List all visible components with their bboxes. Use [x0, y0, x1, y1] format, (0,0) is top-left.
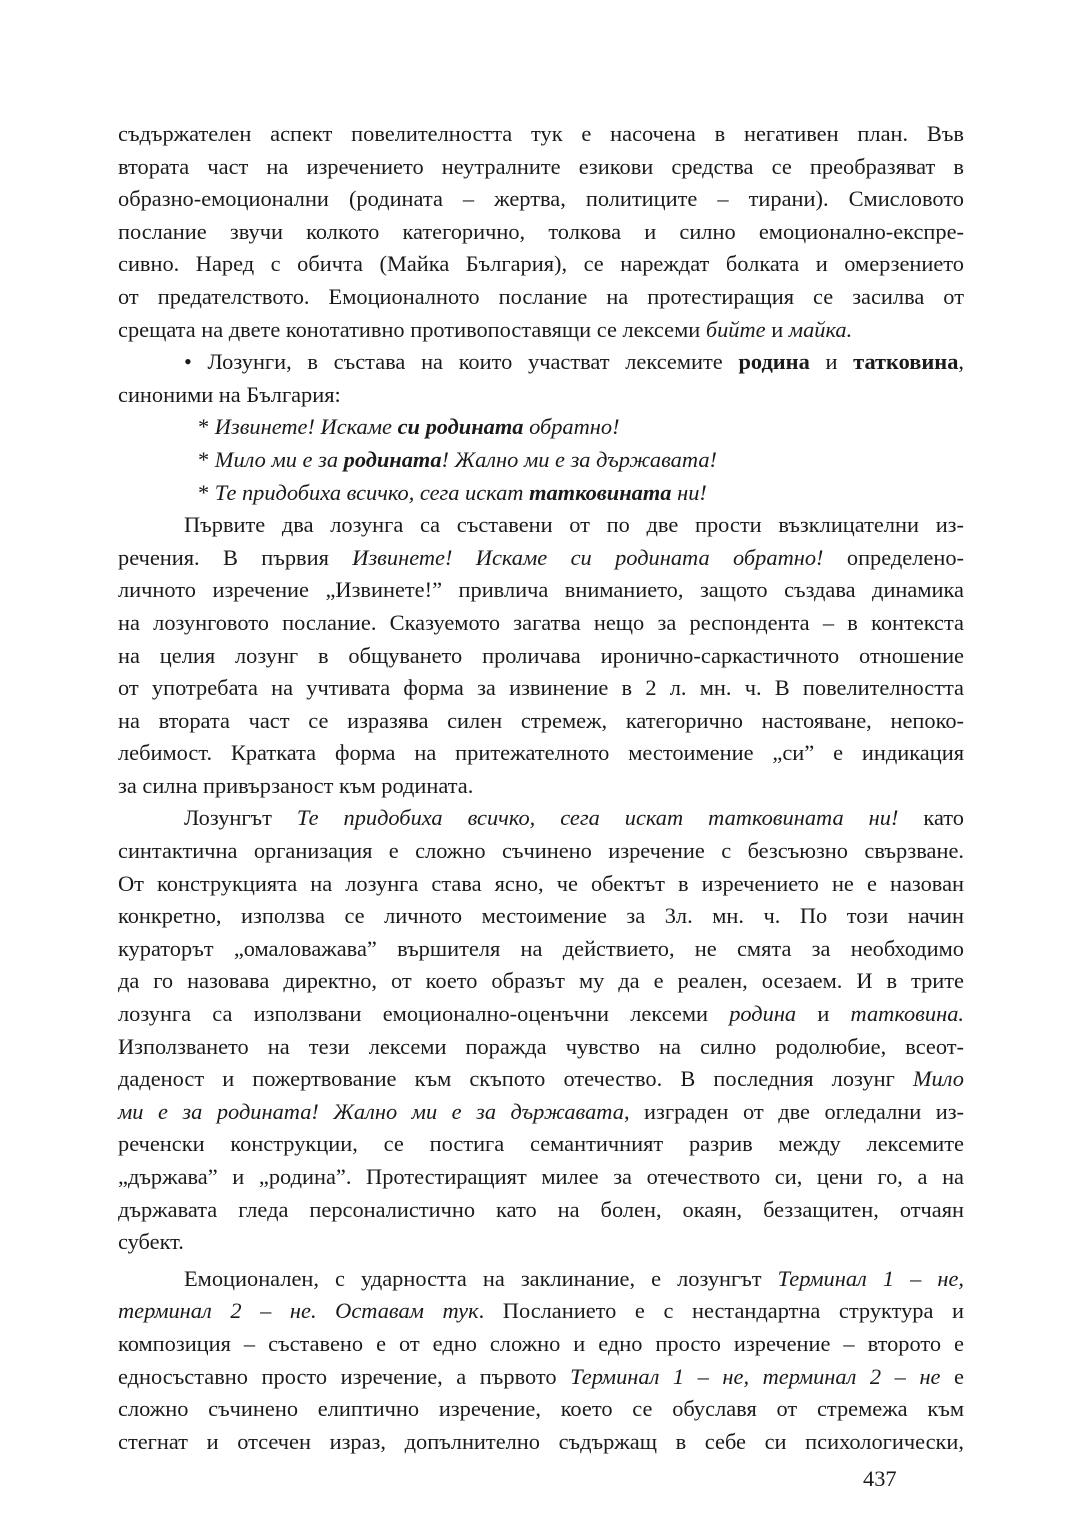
text-line [118, 770, 964, 803]
text-run: от предателството. Емоционалното послание на протестиращия се засилва от [118, 283, 964, 309]
text-run: ни! [671, 479, 707, 505]
text-line [118, 444, 964, 477]
text-run: синоними на България: [118, 381, 341, 407]
text-run: ми е за родината! Жално ми е за държавата [118, 1098, 624, 1124]
text-run: на втората част се изразява силен стремеж, категорично настояване, непоко- [118, 707, 964, 733]
text-run: Емоционален, с ударността на заклинание, е лозунгът [184, 1265, 778, 1291]
text-line [118, 640, 964, 673]
text-run: татковината [529, 479, 672, 505]
text-line [118, 672, 964, 705]
text-run: Лозунгът [184, 805, 297, 831]
text-line [118, 314, 964, 347]
text-run: родина [729, 1001, 797, 1027]
text-run: сивно. Наред с обичта (Майка България), се нареждат болката и омерзението [118, 251, 964, 277]
text-line [118, 411, 964, 444]
text-run: терминал 2 – не. Оставам тук [118, 1298, 479, 1324]
text-line [118, 574, 964, 607]
text-run: родина [738, 349, 810, 375]
text-run: и [809, 349, 854, 375]
text-line [118, 705, 964, 738]
text-run: * [198, 479, 215, 505]
text-run: * [198, 414, 215, 440]
text-run: синтактична организация е сложно съчинено изречение с безсъюзно свързване. [118, 838, 964, 864]
text-line [118, 379, 964, 412]
text-run: ! Жално ми е за държавата! [441, 446, 717, 472]
text-line [118, 900, 964, 933]
text-run: Те придобиха всичко, сега искат [214, 479, 530, 505]
text-run: образно-емоционални (родината – жертва, политиците – тирани). Смисловото [118, 186, 964, 212]
text-run: лебимост. Кратката форма на притежателното местоимение „си” е индикация [118, 740, 964, 766]
text-run: реченски конструкции, се постига семантичният разрив между лексемите [118, 1131, 964, 1157]
page-number: 437 [863, 1466, 897, 1491]
text-run: Първите два лозунга са съставени от по две прости възклицателни из- [184, 512, 964, 538]
text-run: Извинете! Искаме си родината обратно! [352, 544, 824, 570]
text-run: бийте [705, 316, 766, 342]
text-line [118, 1161, 964, 1194]
text-line [118, 1031, 964, 1064]
text-run: Терминал 1 – не, терминал 2 – не [570, 1363, 941, 1389]
text-run: , [958, 349, 964, 375]
text-line [118, 216, 964, 249]
text-line [118, 998, 964, 1031]
text-line [118, 1328, 964, 1361]
text-run: от употребата на учтивата форма за извинение в 2 л. мн. ч. В повелителността [118, 675, 964, 701]
text-run: родината [343, 446, 442, 472]
text-run: съдържателен аспект повелителността тук е насочена в негативен план. Във [118, 121, 964, 146]
text-run: , изграден от две огледални из- [623, 1098, 964, 1124]
text-line [118, 1393, 964, 1426]
text-line [118, 1361, 964, 1394]
text-run: и [796, 1001, 851, 1027]
text-line [118, 118, 964, 151]
text-line [118, 1295, 964, 1328]
text-run: е [940, 1363, 964, 1389]
text-run: * [198, 446, 215, 472]
text-line [118, 1263, 964, 1296]
text-run: определено- [823, 544, 964, 570]
text-line [118, 1128, 964, 1161]
text-run: сложно съчинено елиптично изречение, което се обуславя от стремежа към [118, 1396, 964, 1422]
text-run: стегнат и отсечен израз, допълнително съдържащ в себе си психологически, [118, 1428, 964, 1454]
text-line [118, 509, 964, 542]
text-line [118, 737, 964, 770]
text-line [118, 151, 964, 184]
text-run: даденост и пожертвование към скъпото отечество. В последния лозунг [118, 1066, 913, 1092]
text-run: за силна привързаност към родината. [118, 772, 474, 798]
text-line [118, 281, 964, 314]
text-run: кураторът „омаловажава” вършителя на действието, не смята за необходимо [118, 935, 964, 961]
text-run: субект. [118, 1229, 184, 1255]
text-run: да го назовава директно, от което образът му да е реален, осезаем. И в трите [118, 968, 964, 994]
text-run: Извинете! Искаме [214, 414, 398, 440]
text-line [118, 802, 964, 835]
text-run: едносъставно просто изречение, а първото [118, 1363, 571, 1389]
text-run: татковина. [850, 1001, 964, 1027]
text-run: Те придобиха всичко, сега искат татковината ни! [296, 805, 899, 831]
text-run: държавата гледа персоналистично като на болен, окаян, беззащитен, отчаян [118, 1196, 964, 1222]
text-run: на лозунговото послание. Сказуемото загатва нещо за респондента – в контекста [118, 609, 964, 635]
text-line [118, 542, 964, 575]
text-run: речения. В първия [118, 544, 353, 570]
text-run: конкретно, използва се личното местоимение за 3л. мн. ч. По този начин [118, 903, 964, 929]
text-line [118, 933, 964, 966]
text-run: . Посланието е с нестандартна структура и [478, 1298, 964, 1324]
text-line [118, 1063, 964, 1096]
text-line [118, 1194, 964, 1227]
text-line [118, 1426, 964, 1459]
text-run: личното изречение „Извинете!” привлича вниманието, защото създава динамика [118, 577, 964, 603]
text-run: Терминал 1 – не, [777, 1265, 964, 1291]
text-run: като [898, 805, 964, 831]
text-run: татковина [853, 349, 959, 375]
text-run: „държава” и „родина”. Протестиращият милее за отечеството си, цени го, а на [118, 1164, 964, 1189]
text-line [118, 835, 964, 868]
document-body [118, 118, 964, 1458]
text-line [118, 477, 964, 510]
text-run: и [765, 316, 789, 342]
text-run: Използването на тези лексеми поражда чувство на силно родолюбие, всеот- [118, 1033, 964, 1059]
text-run: майка. [788, 316, 853, 342]
text-run: обратно! [523, 414, 620, 440]
text-run: Мило [912, 1066, 964, 1092]
text-line [118, 1226, 964, 1259]
text-line [118, 607, 964, 640]
text-line [118, 346, 964, 379]
text-run: • Лозунги, в състава на които участват лексемите [184, 349, 739, 375]
text-run: От конструкцията на лозунга става ясно, че обектът в изречението не е назован [118, 870, 964, 896]
text-line [118, 868, 964, 901]
text-line [118, 248, 964, 281]
text-run: композиция – съставено е от едно сложно и едно просто изречение – второто е [118, 1330, 964, 1356]
text-run: си родината [397, 414, 524, 440]
text-line [118, 965, 964, 998]
text-line [118, 183, 964, 216]
text-run: Мило ми е за [214, 446, 344, 472]
text-run: на целия лозунг в общуването проличава иронично-саркастичното отношение [118, 642, 964, 668]
text-run: лозунга са използвани емоционално-оценъчни лексеми [118, 1001, 730, 1027]
text-line [118, 1096, 964, 1129]
text-run: втората част на изречението неутралните езикови средства се преобразяват в [118, 153, 964, 179]
text-run: послание звучи колкото категорично, толкова и силно емоционално-експре- [118, 218, 964, 244]
text-run: срещата на двете конотативно противопоставящи се лексеми [118, 316, 706, 342]
